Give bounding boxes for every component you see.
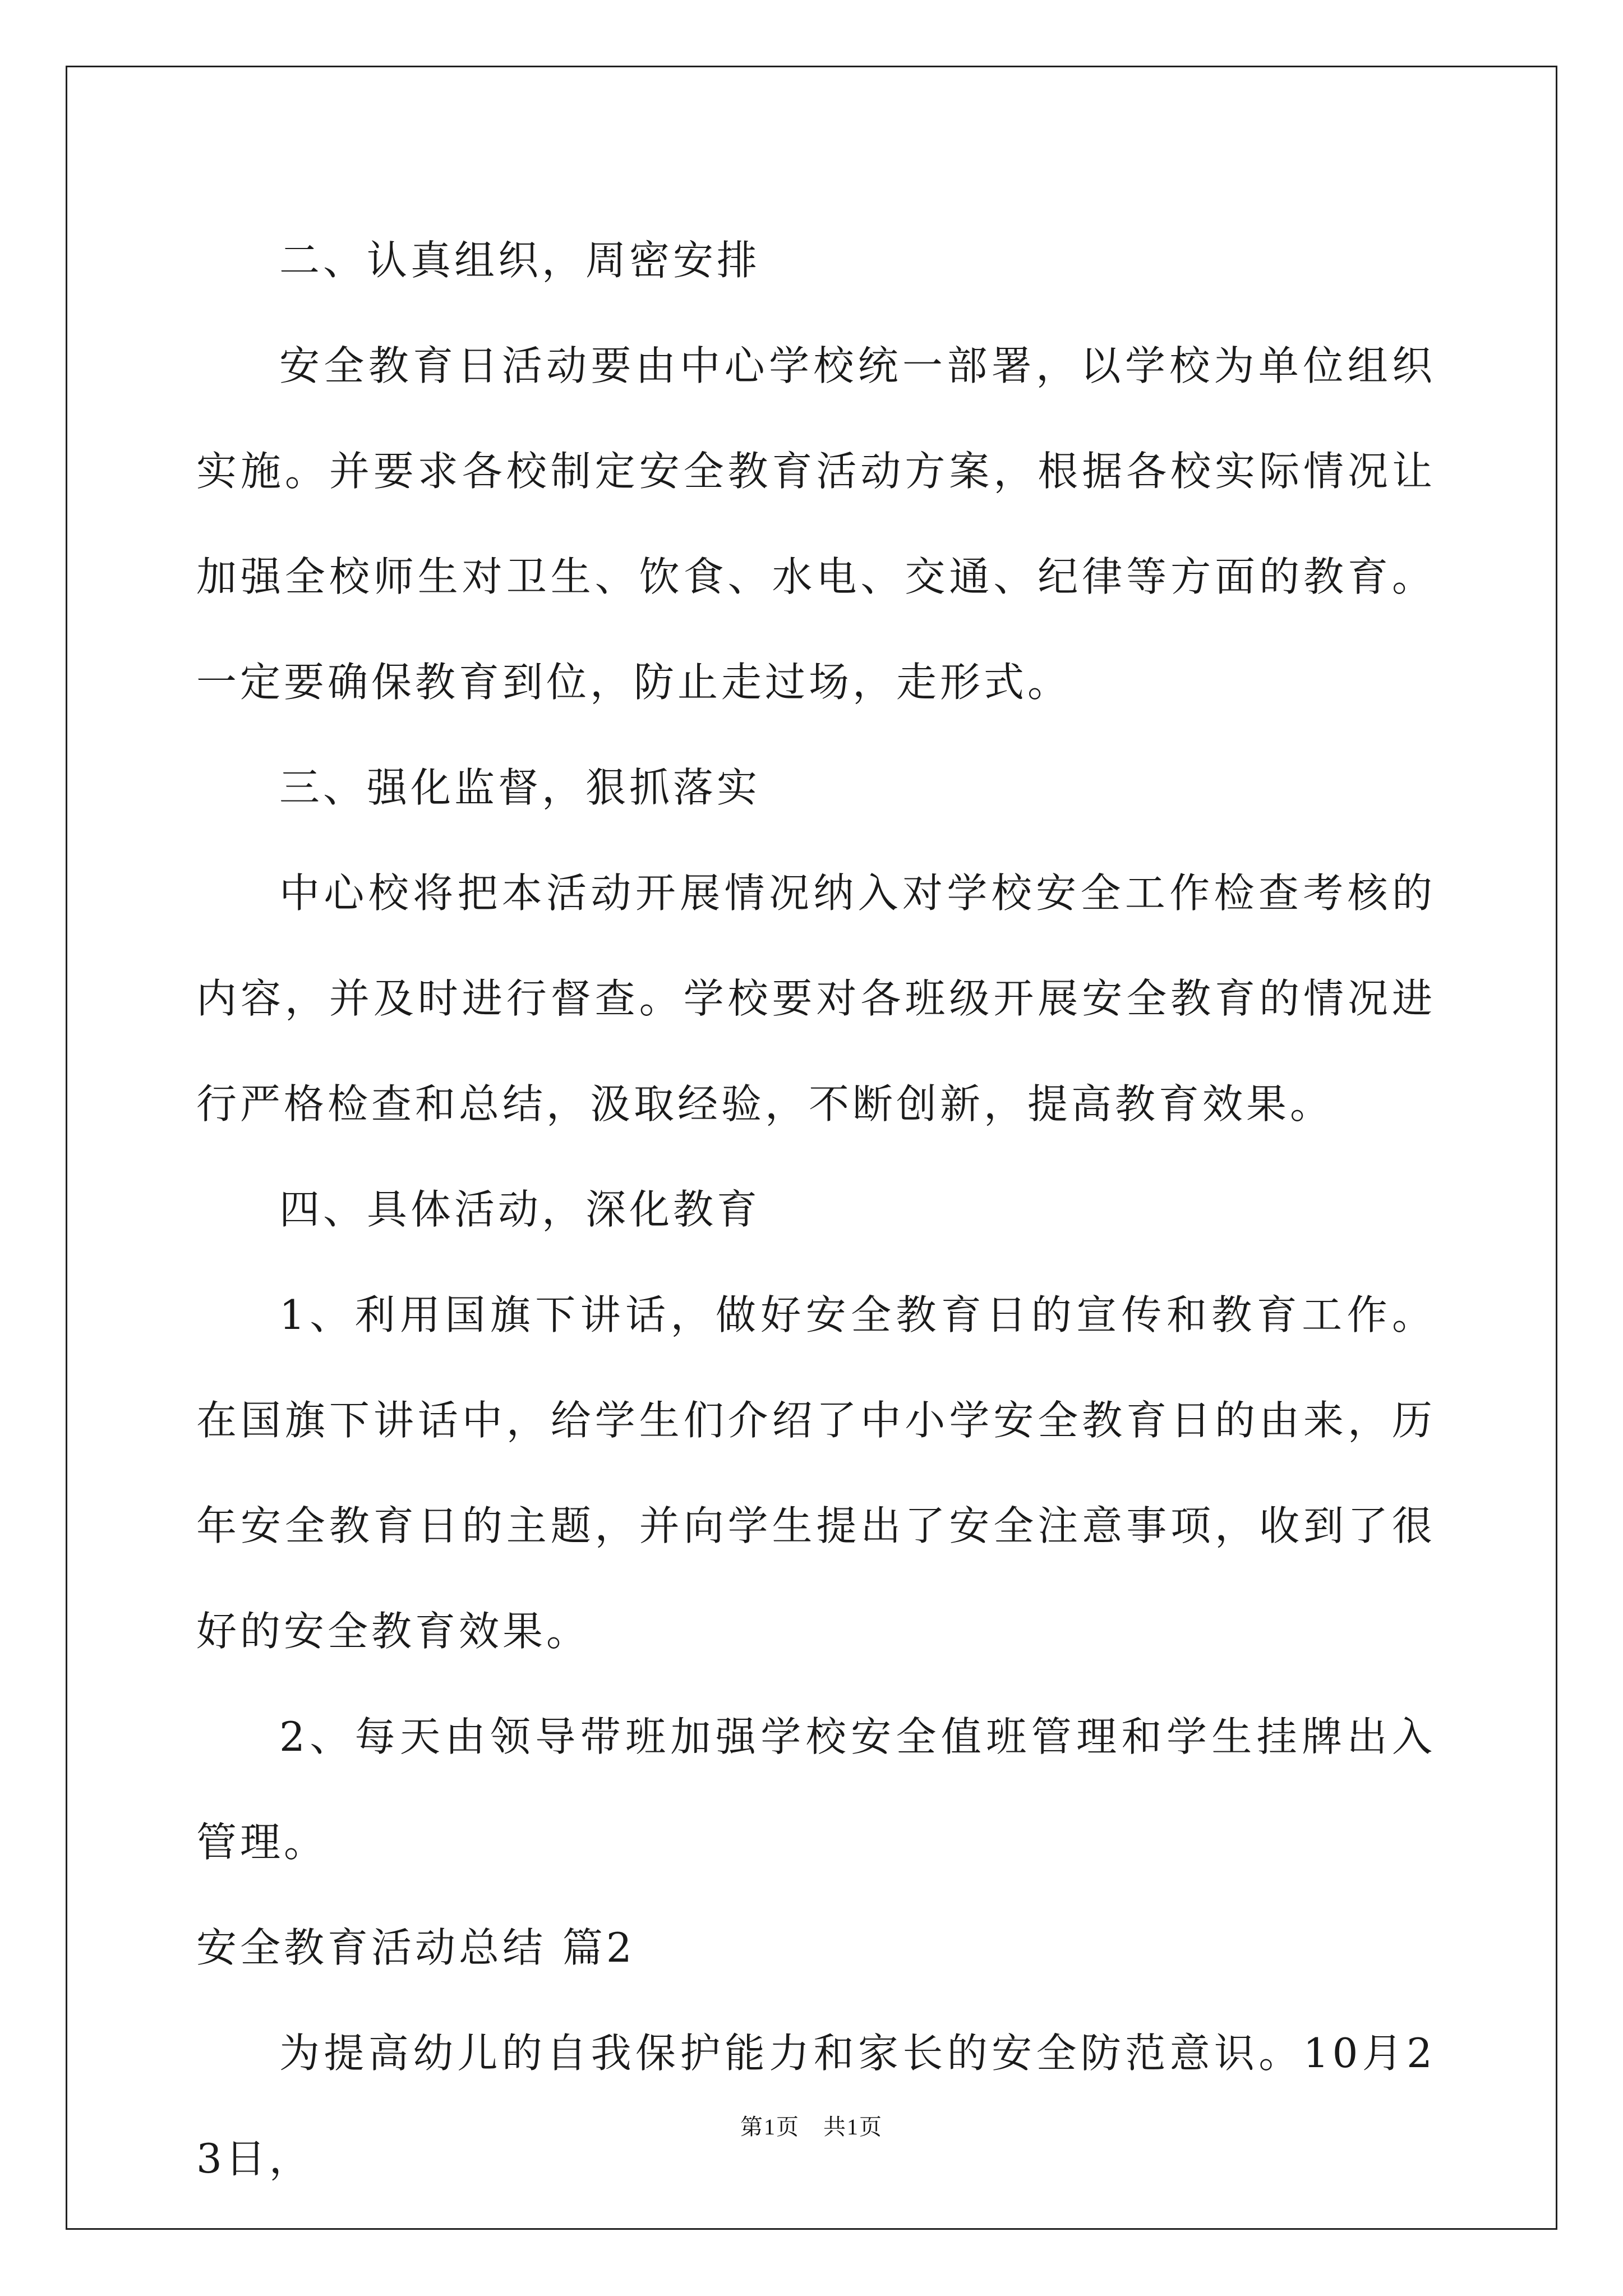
paragraph-activity-1: 1、利用国旗下讲话，做好安全教育日的宣传和教育工作。在国旗下讲话中，给学生们介绍了中小学安全教育日的由来，历年安全教育日的主题，并向学生提出了安全注意事项，收到了很好的安全教育效果。 [196, 1291, 1436, 1655]
page-footer: 第1页 共1页 [740, 2114, 883, 2139]
article-title-part-2: 安全教育活动总结 篇2 [196, 1924, 635, 1971]
section-heading-3: 三、强化监督，狠抓落实 [279, 764, 761, 811]
paragraph-organization: 安全教育日活动要由中心学校统一部署，以学校为单位组织实施。并要求各校制定安全教育活动方案，根据各校实际情况让加强全校师生对卫生、饮食、水电、交通、纪律等方面的教育。一定要确保教育到位，防止走过场，走形式。 [196, 342, 1436, 706]
document-body [196, 208, 1436, 2211]
paragraph-activity-2: 2、每天由领导带班加强学校安全值班管理和学生挂牌出入管理。 [196, 1713, 1436, 1866]
section-heading-4: 四、具体活动，深化教育 [279, 1186, 761, 1233]
section-heading-2: 二、认真组织，周密安排 [279, 237, 761, 284]
paragraph-supervision: 中心校将把本活动开展情况纳入对学校安全工作检查考核的内容，并及时进行督查。学校要对各班级开展安全教育的情况进行严格检查和总结，汲取经验，不断创新，提高教育效果。 [196, 869, 1436, 1128]
paragraph-part-2-intro: 为提高幼儿的自我保护能力和家长的安全防范意识。10月23日， [196, 2030, 1436, 2182]
